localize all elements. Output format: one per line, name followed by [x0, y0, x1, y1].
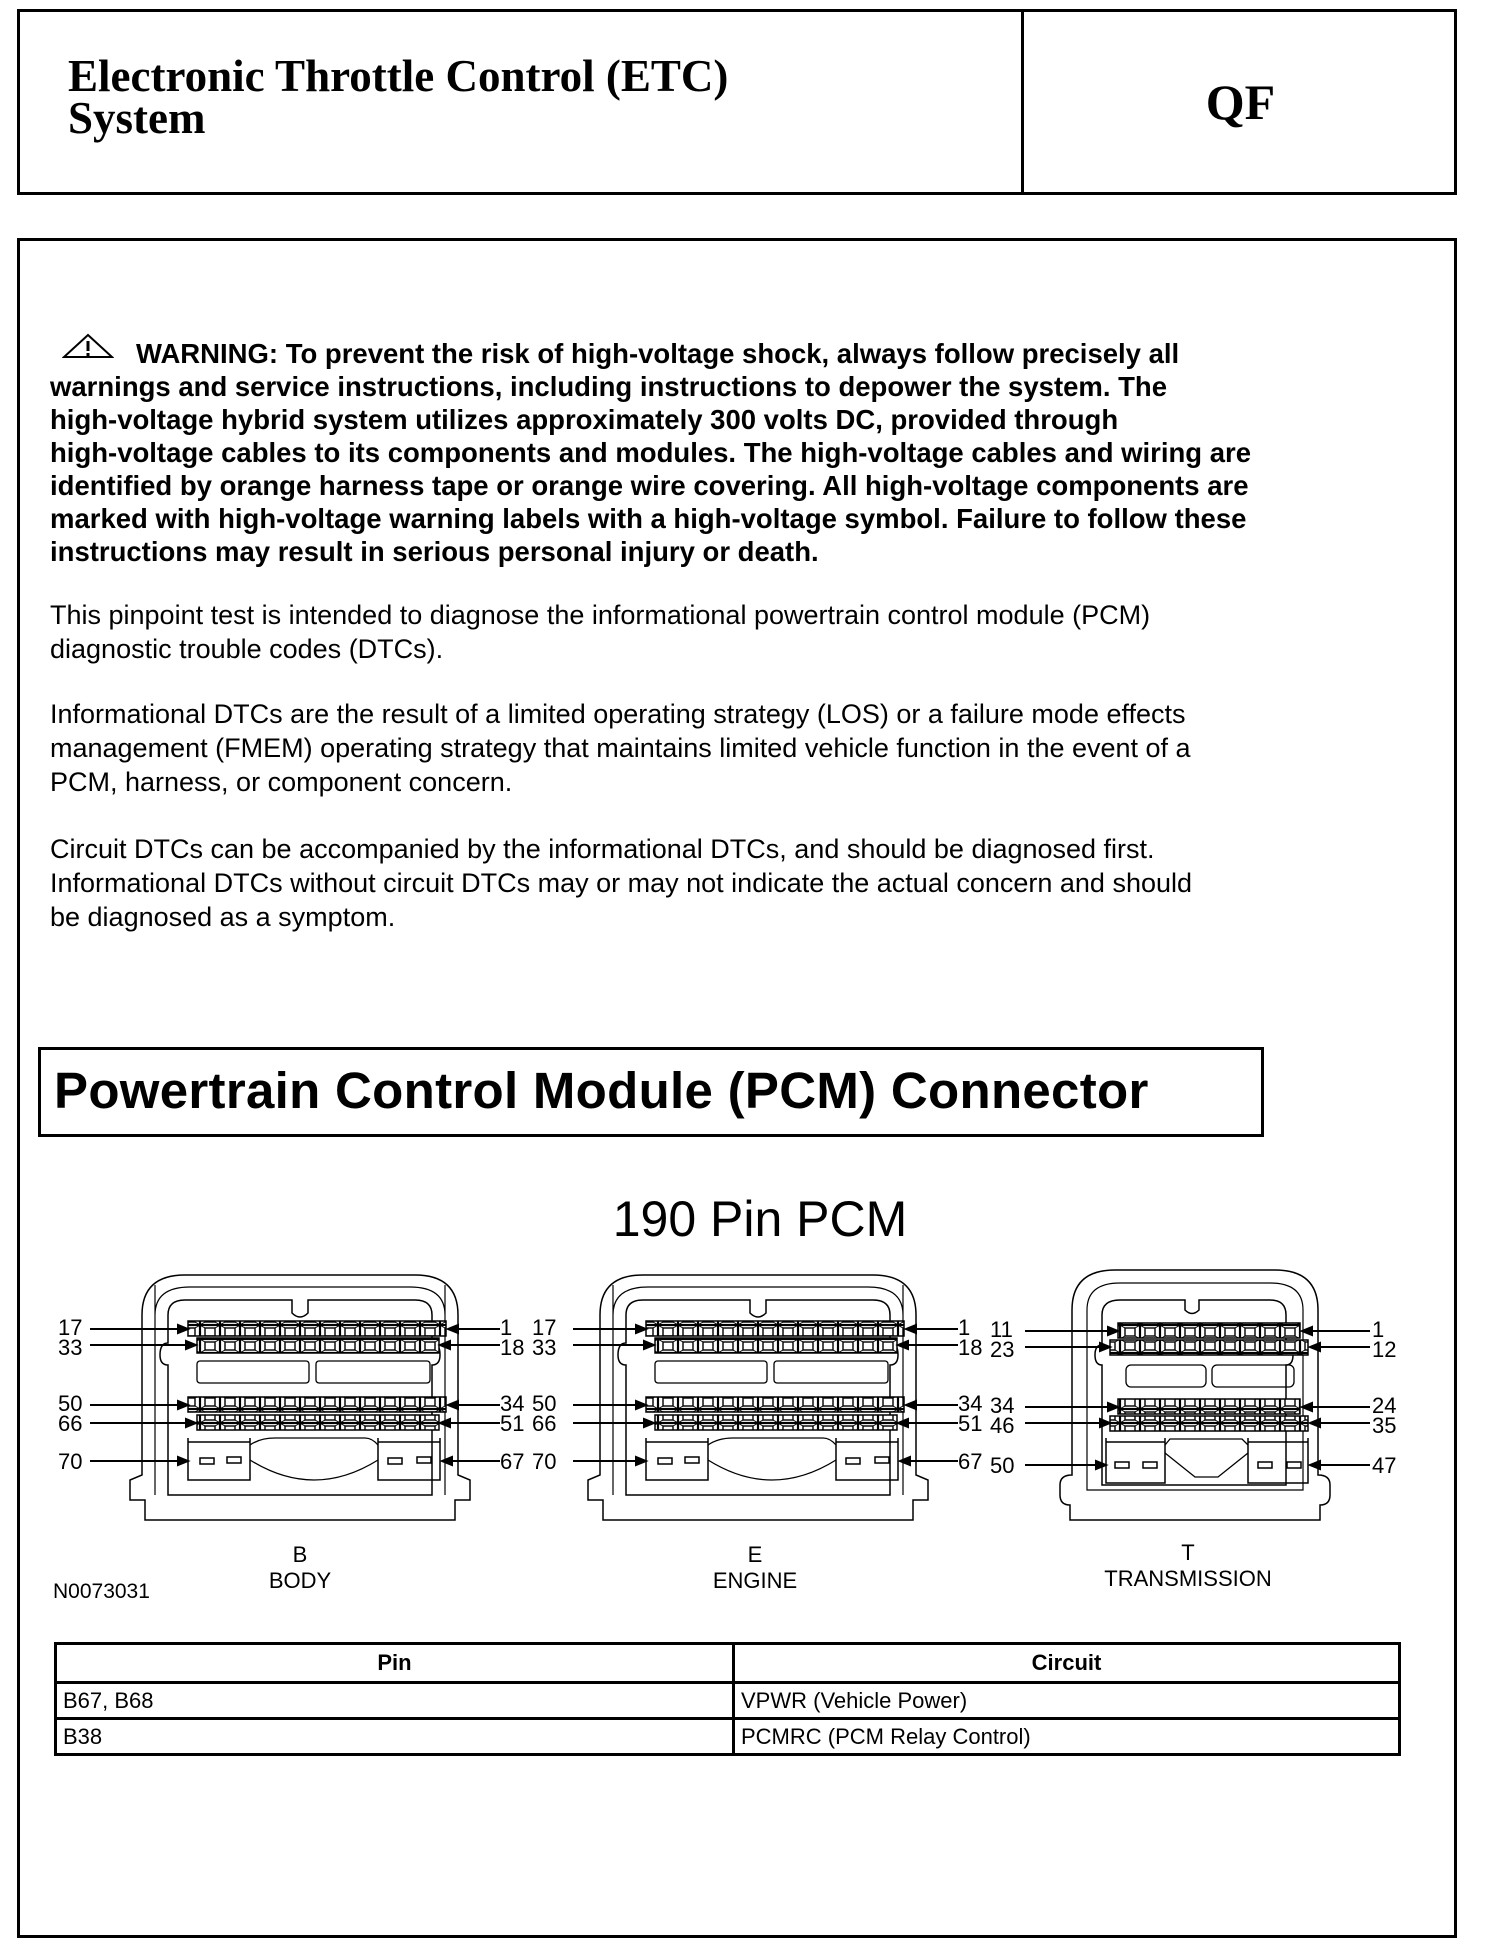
warning-triangle-icon	[62, 333, 114, 359]
connector-name: ENGINE	[712, 1568, 798, 1593]
connector-name: BODY	[268, 1568, 332, 1593]
pin-cell: B38	[56, 1719, 734, 1755]
connector-letter: T	[1181, 1540, 1195, 1565]
pcm-section-title: Powertrain Control Module (PCM) Connector	[54, 1062, 1149, 1119]
pin-label: 34	[958, 1391, 983, 1416]
pin-label: 12	[1372, 1337, 1397, 1362]
pin-label: 66	[532, 1411, 557, 1436]
paragraph-line: Informational DTCs without circuit DTCs may or may not indicate the actual concern and should	[50, 868, 1193, 898]
pin-label: 50	[990, 1453, 1015, 1478]
warning-line: marked with high-voltage warning labels with a high-voltage symbol. Failure to follow these	[50, 503, 1247, 534]
pin-circuit-table	[54, 1642, 1401, 1756]
pin-label: 50	[58, 1391, 83, 1416]
pin-label: 11	[990, 1317, 1013, 1342]
high-voltage-warning	[50, 333, 1450, 568]
circuit-dtc-paragraph	[50, 832, 1440, 934]
connector-body-label	[150, 1542, 450, 1594]
pin-label: 66	[58, 1411, 83, 1436]
pin-label: 33	[532, 1335, 557, 1360]
pin-label: 51	[958, 1411, 983, 1436]
pin-label: 1	[500, 1315, 513, 1340]
paragraph-line: diagnostic trouble codes (DTCs).	[50, 634, 444, 664]
pin-label: 67	[500, 1449, 525, 1474]
pin-label: 18	[500, 1335, 525, 1360]
pin-label: 34	[500, 1391, 525, 1416]
column-header-pin: Pin	[56, 1644, 734, 1683]
paragraph-line: management (FMEM) operating strategy that maintains limited vehicle function in the event of a	[50, 733, 1191, 763]
circuit-cell: VPWR (Vehicle Power)	[734, 1683, 1400, 1719]
warning-line: instructions may result in serious personal injury or death.	[50, 536, 819, 567]
connector-transmission-pin-labels	[980, 1255, 1420, 1535]
informational-dtc-paragraph	[50, 697, 1440, 799]
page-title-line-1: Electronic Throttle Control (ETC)	[68, 51, 729, 101]
pin-label: 23	[990, 1337, 1015, 1362]
warning-line: identified by orange harness tape or orange wire covering. All high-voltage components are	[50, 470, 1249, 501]
pin-cell: B67, B68	[56, 1683, 734, 1719]
pin-count-label: 190 Pin PCM	[612, 1191, 908, 1247]
warning-line: high-voltage hybrid system utilizes approximately 300 volts DC, provided through	[50, 404, 1119, 435]
pin-label: 50	[532, 1391, 557, 1416]
connector-transmission-label	[1038, 1540, 1338, 1592]
section-code: QF	[1205, 74, 1276, 130]
pin-label: 17	[532, 1315, 557, 1340]
pin-label: 1	[958, 1315, 971, 1340]
pin-label: 70	[532, 1449, 557, 1474]
paragraph-line: Circuit DTCs can be accompanied by the informational DTCs, and should be diagnosed first.	[50, 834, 1155, 864]
pin-label: 51	[500, 1411, 525, 1436]
pin-label: 46	[990, 1413, 1015, 1438]
connector-engine-pin-labels	[518, 1255, 983, 1535]
connector-letter: E	[747, 1542, 763, 1567]
pin-label: 18	[958, 1335, 983, 1360]
column-header-circuit: Circuit	[734, 1644, 1400, 1683]
pin-label: 70	[58, 1449, 83, 1474]
circuit-cell: PCMRC (PCM Relay Control)	[734, 1719, 1400, 1755]
paragraph-line: be diagnosed as a symptom.	[50, 902, 396, 932]
warning-line: warnings and service instructions, including instructions to depower the system. The	[50, 371, 1168, 402]
connector-letter: B	[292, 1542, 308, 1567]
pin-label: 1	[1372, 1317, 1385, 1342]
figure-id: N0073031	[53, 1580, 150, 1603]
table-row	[56, 1683, 1400, 1719]
pin-label: 35	[1372, 1413, 1397, 1438]
table-row	[56, 1719, 1400, 1755]
connector-engine-label	[605, 1542, 905, 1594]
connector-body-pin-labels	[58, 1255, 525, 1535]
page-title	[68, 51, 1008, 143]
pin-label: 33	[58, 1335, 83, 1360]
page-title-line-2: System	[68, 93, 206, 143]
pin-label: 24	[1372, 1393, 1397, 1418]
pin-label: 34	[990, 1393, 1015, 1418]
pin-label: 17	[58, 1315, 83, 1340]
pin-label: 67	[958, 1449, 983, 1474]
paragraph-line: This pinpoint test is intended to diagnose the informational powertrain control module (PCM)	[50, 600, 1151, 630]
connector-name: TRANSMISSION	[1104, 1566, 1272, 1591]
warning-line: WARNING: To prevent the risk of high-voltage shock, always follow precisely all	[50, 333, 1450, 370]
warning-line: high-voltage cables to its components and modules. The high-voltage cables and wiring are	[50, 437, 1252, 468]
pin-label: 47	[1372, 1453, 1397, 1478]
paragraph-line: Informational DTCs are the result of a limited operating strategy (LOS) or a failure mode effects	[50, 699, 1186, 729]
paragraph-line: PCM, harness, or component concern.	[50, 767, 513, 797]
intro-paragraph	[50, 598, 1440, 666]
table-header-row	[56, 1644, 1400, 1683]
